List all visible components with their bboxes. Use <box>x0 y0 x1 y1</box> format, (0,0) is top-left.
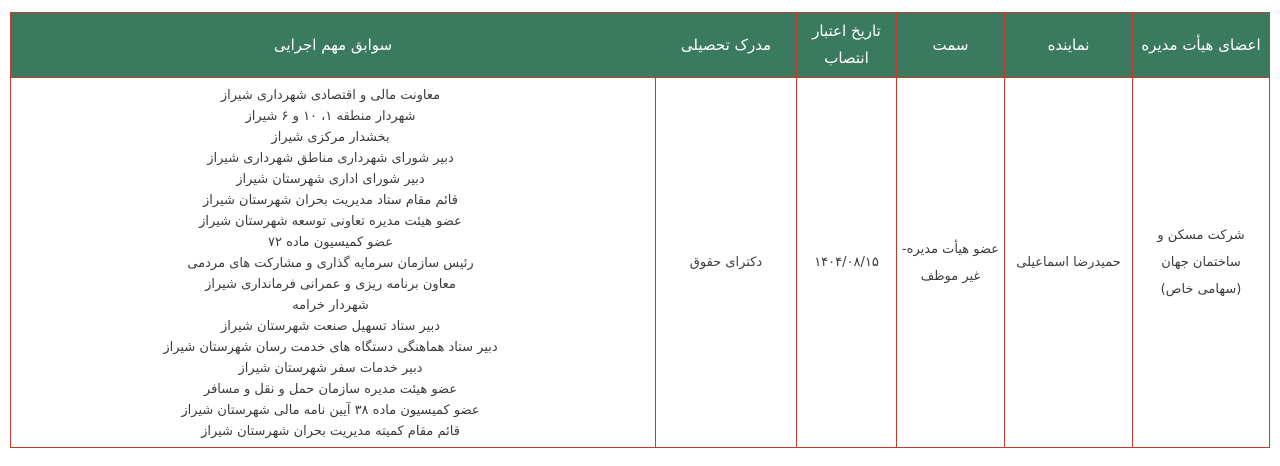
executive-record-item: شهردار منطقه ۱، ۱۰ و ۶ شیراز <box>245 109 416 124</box>
column-header-position: سمت <box>897 13 1005 78</box>
executive-record-item: عضو هیئت مدیره تعاونی توسعه شهرستان شیراز <box>199 214 462 229</box>
executive-record-item: معاونت مالی و اقتصادی شهرداری شیراز <box>220 88 441 103</box>
executive-record-item: رئیس سازمان سرمایه گذاری و مشارکت های مردمی <box>187 256 474 271</box>
executive-record-item: دبیر شورای شهرداری مناطق شهرداری شیراز <box>207 151 454 166</box>
executive-record-item: بخشدار مرکزی شیراز <box>271 130 390 145</box>
column-header-board-members: اعضای هیأت مدیره <box>1133 13 1270 78</box>
column-header-degree: مدرک تحصیلی <box>656 13 797 78</box>
appointment-date-cell: ۱۴۰۴/۰۸/۱۵ <box>797 78 897 448</box>
executive-record-item: قائم مقام کمیته مدیریت بحران شهرستان شیراز <box>201 424 460 439</box>
position-cell: عضو هیأت مدیره- غیر موظف <box>897 78 1005 448</box>
board-members-table <box>10 12 1270 448</box>
column-header-executive-records: سوابق مهم اجرایی <box>11 13 656 78</box>
table-header-row <box>11 13 1270 78</box>
executive-record-item: دبیر ستاد هماهنگی دستگاه های خدمت رسان شهرستان شیراز <box>163 340 498 355</box>
column-header-representative: نماینده <box>1005 13 1133 78</box>
executive-record-item: عضو کمیسیون ماده ۷۲ <box>267 235 394 250</box>
executive-record-item: عضو کمیسیون ماده ۳۸ آیین نامه مالی شهرستان شیراز <box>181 403 480 418</box>
column-header-appointment-validity-date: تاریخ اعتبار انتصاب <box>797 13 897 78</box>
executive-record-item: معاون برنامه ریزی و عمرانی فرمانداری شیراز <box>205 277 456 292</box>
executive-record-item: عضو هیئت مدیره سازمان حمل و نقل و مسافر <box>203 382 458 397</box>
representative-cell: حمیدرضا اسماعیلی <box>1005 78 1133 448</box>
executive-record-item: دبیر شورای اداری شهرستان شیراز <box>236 172 425 187</box>
degree-cell: دکترای حقوق <box>656 78 797 448</box>
executive-record-item: قائم مقام ستاد مدیریت بحران شهرستان شیراز <box>203 193 458 208</box>
executive-record-item: دبیر خدمات سفر شهرستان شیراز <box>238 361 423 376</box>
table-row <box>11 78 1270 448</box>
executive-record-item: شهردار خرامه <box>292 298 369 313</box>
board-member-cell: شرکت مسکن و ساختمان جهان (سهامی خاص) <box>1133 78 1270 448</box>
executive-record-item: دبیر ستاد تسهیل صنعت شهرستان شیراز <box>221 319 440 334</box>
executive-records-cell <box>11 78 656 448</box>
